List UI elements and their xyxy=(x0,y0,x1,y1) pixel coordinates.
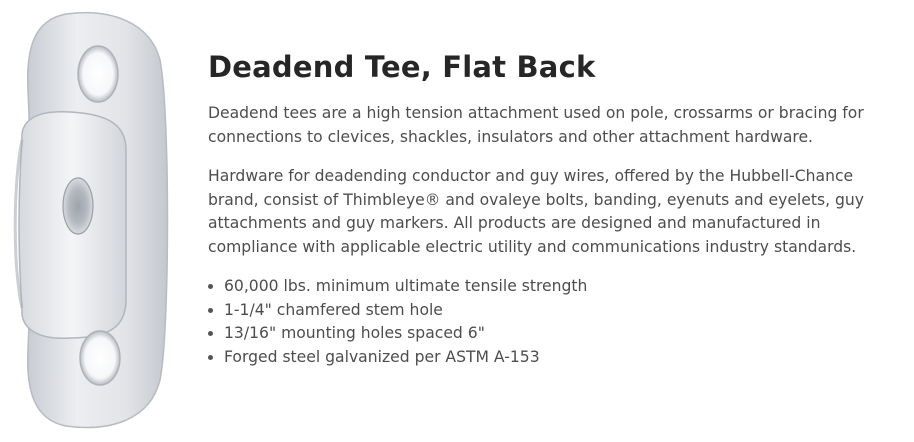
product-image xyxy=(0,0,190,442)
intro-paragraph: Deadend tees are a high tension attachment used on pole, crossarms or bracing for connections to clevices, shackles, insulators and other attachment hardware. xyxy=(208,104,864,146)
product-description xyxy=(208,48,898,369)
bottom-mounting-hole xyxy=(80,331,120,385)
feature-text: 13/16" mounting holes spaced 6" xyxy=(224,324,485,342)
product-title: Deadend Tee, Flat Back xyxy=(208,50,596,84)
deadend-tee-illustration xyxy=(0,0,190,442)
feature-text: Forged steel galvanized per ASTM A-153 xyxy=(224,347,540,366)
hardware-paragraph: Hardware for deadending conductor and guy wires, offered by the Hubbell-Chance brand, consist of Thimbleye® and ovaleye bolts, banding, eyenuts and eyelets, guy attachments and guy markers. All products are designed and manufactured in compliance with applicable electric utility and communications industry standards. xyxy=(208,167,865,256)
feature-text: 1-1/4" chamfered stem hole xyxy=(224,300,443,319)
bullet-icon xyxy=(208,355,213,360)
feature-item xyxy=(208,275,898,299)
stem-hole xyxy=(63,178,93,234)
top-mounting-hole xyxy=(78,46,118,102)
feature-item xyxy=(208,346,898,370)
bullet-icon xyxy=(208,331,213,336)
feature-item xyxy=(208,299,898,323)
bullet-icon xyxy=(208,308,213,313)
feature-item xyxy=(208,322,898,346)
features-list xyxy=(208,275,898,369)
bullet-icon xyxy=(208,284,213,289)
feature-text: 60,000 lbs. minimum ultimate tensile strength xyxy=(224,277,588,295)
